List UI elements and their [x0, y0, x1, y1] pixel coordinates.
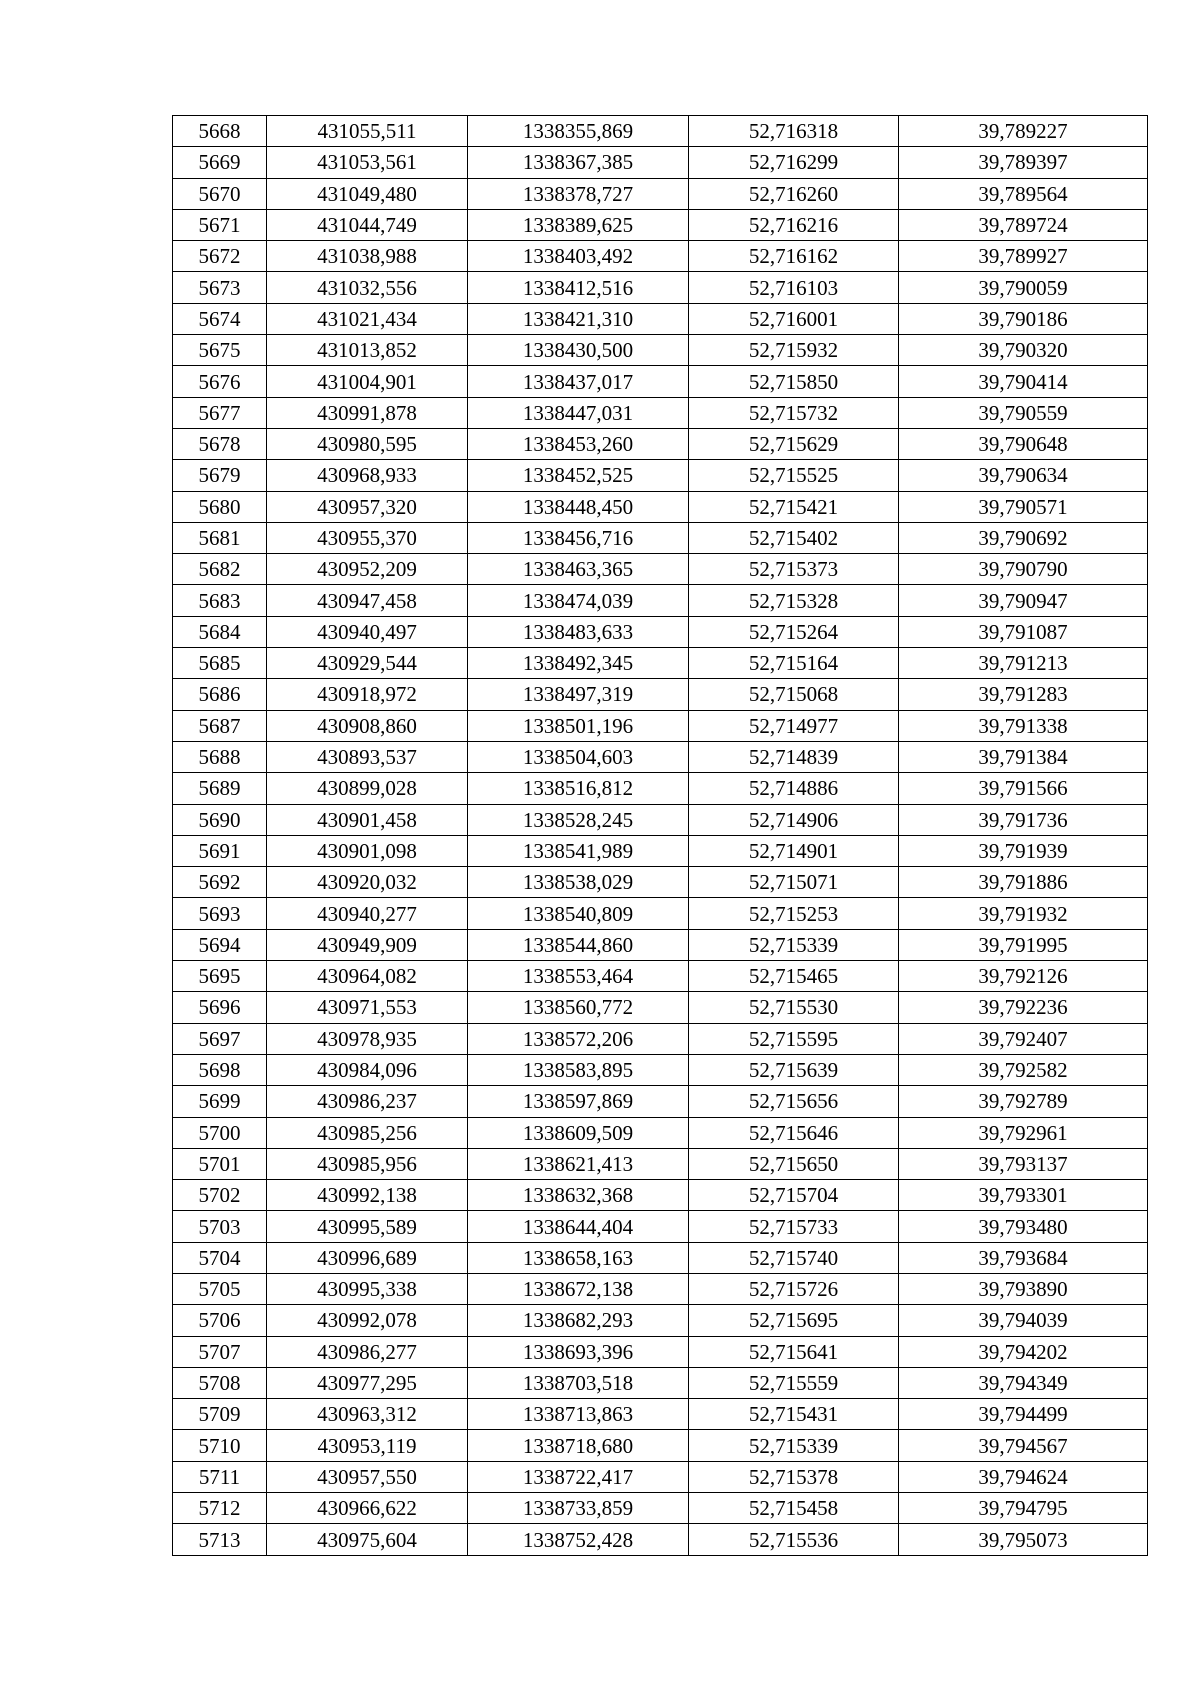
point-number-cell: 5682: [173, 554, 267, 585]
longitude-cell: 39,791338: [899, 710, 1148, 741]
latitude-cell: 52,715378: [689, 1461, 899, 1492]
latitude-cell: 52,715339: [689, 929, 899, 960]
y-coordinate-cell: 1338463,365: [468, 554, 689, 585]
x-coordinate-cell: 430984,096: [267, 1054, 468, 1085]
latitude-cell: 52,715530: [689, 992, 899, 1023]
y-coordinate-cell: 1338483,633: [468, 616, 689, 647]
latitude-cell: 52,716162: [689, 241, 899, 272]
y-coordinate-cell: 1338733,859: [468, 1493, 689, 1524]
y-coordinate-cell: 1338703,518: [468, 1367, 689, 1398]
longitude-cell: 39,790648: [899, 428, 1148, 459]
latitude-cell: 52,715071: [689, 867, 899, 898]
longitude-cell: 39,792126: [899, 961, 1148, 992]
y-coordinate-cell: 1338437,017: [468, 366, 689, 397]
y-coordinate-cell: 1338597,869: [468, 1086, 689, 1117]
y-coordinate-cell: 1338412,516: [468, 272, 689, 303]
table-row: [173, 460, 1148, 491]
table-row: [173, 522, 1148, 553]
x-coordinate-cell: 430964,082: [267, 961, 468, 992]
x-coordinate-cell: 430899,028: [267, 773, 468, 804]
table-row: [173, 1399, 1148, 1430]
point-number-cell: 5705: [173, 1273, 267, 1304]
x-coordinate-cell: 431021,434: [267, 303, 468, 334]
y-coordinate-cell: 1338378,727: [468, 178, 689, 209]
table-row: [173, 679, 1148, 710]
point-number-cell: 5685: [173, 648, 267, 679]
point-number-cell: 5702: [173, 1180, 267, 1211]
y-coordinate-cell: 1338718,680: [468, 1430, 689, 1461]
latitude-cell: 52,715068: [689, 679, 899, 710]
longitude-cell: 39,791213: [899, 648, 1148, 679]
table-row: [173, 1117, 1148, 1148]
longitude-cell: 39,794039: [899, 1305, 1148, 1336]
longitude-cell: 39,793684: [899, 1242, 1148, 1273]
x-coordinate-cell: 431032,556: [267, 272, 468, 303]
point-number-cell: 5686: [173, 679, 267, 710]
x-coordinate-cell: 430995,589: [267, 1211, 468, 1242]
y-coordinate-cell: 1338722,417: [468, 1461, 689, 1492]
point-number-cell: 5704: [173, 1242, 267, 1273]
y-coordinate-cell: 1338355,869: [468, 116, 689, 147]
x-coordinate-cell: 430953,119: [267, 1430, 468, 1461]
y-coordinate-cell: 1338421,310: [468, 303, 689, 334]
table-row: [173, 178, 1148, 209]
table-row: [173, 1336, 1148, 1367]
table-row: [173, 428, 1148, 459]
latitude-cell: 52,716103: [689, 272, 899, 303]
y-coordinate-cell: 1338528,245: [468, 804, 689, 835]
point-number-cell: 5687: [173, 710, 267, 741]
y-coordinate-cell: 1338693,396: [468, 1336, 689, 1367]
y-coordinate-cell: 1338367,385: [468, 147, 689, 178]
longitude-cell: 39,792582: [899, 1054, 1148, 1085]
point-number-cell: 5700: [173, 1117, 267, 1148]
longitude-cell: 39,789564: [899, 178, 1148, 209]
x-coordinate-cell: 430940,277: [267, 898, 468, 929]
x-coordinate-cell: 430996,689: [267, 1242, 468, 1273]
x-coordinate-cell: 431004,901: [267, 366, 468, 397]
y-coordinate-cell: 1338448,450: [468, 491, 689, 522]
point-number-cell: 5712: [173, 1493, 267, 1524]
y-coordinate-cell: 1338713,863: [468, 1399, 689, 1430]
latitude-cell: 52,715465: [689, 961, 899, 992]
latitude-cell: 52,715264: [689, 616, 899, 647]
longitude-cell: 39,792961: [899, 1117, 1148, 1148]
x-coordinate-cell: 430971,553: [267, 992, 468, 1023]
y-coordinate-cell: 1338538,029: [468, 867, 689, 898]
table-row: [173, 804, 1148, 835]
y-coordinate-cell: 1338403,492: [468, 241, 689, 272]
point-number-cell: 5680: [173, 491, 267, 522]
y-coordinate-cell: 1338474,039: [468, 585, 689, 616]
point-number-cell: 5711: [173, 1461, 267, 1492]
point-number-cell: 5697: [173, 1023, 267, 1054]
y-coordinate-cell: 1338682,293: [468, 1305, 689, 1336]
longitude-cell: 39,794567: [899, 1430, 1148, 1461]
x-coordinate-cell: 430985,256: [267, 1117, 468, 1148]
x-coordinate-cell: 430980,595: [267, 428, 468, 459]
latitude-cell: 52,715629: [689, 428, 899, 459]
table-row: [173, 992, 1148, 1023]
table-row: [173, 710, 1148, 741]
latitude-cell: 52,714906: [689, 804, 899, 835]
table-row: [173, 366, 1148, 397]
y-coordinate-cell: 1338560,772: [468, 992, 689, 1023]
y-coordinate-cell: 1338644,404: [468, 1211, 689, 1242]
x-coordinate-cell: 430991,878: [267, 397, 468, 428]
latitude-cell: 52,714901: [689, 835, 899, 866]
table-row: [173, 303, 1148, 334]
x-coordinate-cell: 430986,237: [267, 1086, 468, 1117]
longitude-cell: 39,793301: [899, 1180, 1148, 1211]
latitude-cell: 52,715525: [689, 460, 899, 491]
table-row: [173, 1054, 1148, 1085]
y-coordinate-cell: 1338541,989: [468, 835, 689, 866]
longitude-cell: 39,791736: [899, 804, 1148, 835]
y-coordinate-cell: 1338456,716: [468, 522, 689, 553]
table-row: [173, 1493, 1148, 1524]
table-row: [173, 835, 1148, 866]
latitude-cell: 52,715339: [689, 1430, 899, 1461]
longitude-cell: 39,792236: [899, 992, 1148, 1023]
longitude-cell: 39,793137: [899, 1148, 1148, 1179]
point-number-cell: 5698: [173, 1054, 267, 1085]
y-coordinate-cell: 1338430,500: [468, 335, 689, 366]
longitude-cell: 39,792407: [899, 1023, 1148, 1054]
y-coordinate-cell: 1338583,895: [468, 1054, 689, 1085]
point-number-cell: 5676: [173, 366, 267, 397]
longitude-cell: 39,793890: [899, 1273, 1148, 1304]
point-number-cell: 5671: [173, 209, 267, 240]
x-coordinate-cell: 430955,370: [267, 522, 468, 553]
table-row: [173, 773, 1148, 804]
point-number-cell: 5690: [173, 804, 267, 835]
point-number-cell: 5684: [173, 616, 267, 647]
latitude-cell: 52,715595: [689, 1023, 899, 1054]
table-row: [173, 1086, 1148, 1117]
table-row: [173, 209, 1148, 240]
table-row: [173, 1023, 1148, 1054]
longitude-cell: 39,789227: [899, 116, 1148, 147]
y-coordinate-cell: 1338658,163: [468, 1242, 689, 1273]
longitude-cell: 39,791283: [899, 679, 1148, 710]
point-number-cell: 5689: [173, 773, 267, 804]
y-coordinate-cell: 1338609,509: [468, 1117, 689, 1148]
longitude-cell: 39,790692: [899, 522, 1148, 553]
x-coordinate-cell: 430957,320: [267, 491, 468, 522]
latitude-cell: 52,715932: [689, 335, 899, 366]
latitude-cell: 52,715740: [689, 1242, 899, 1273]
x-coordinate-cell: 430949,909: [267, 929, 468, 960]
point-number-cell: 5694: [173, 929, 267, 960]
latitude-cell: 52,715458: [689, 1493, 899, 1524]
y-coordinate-cell: 1338672,138: [468, 1273, 689, 1304]
x-coordinate-cell: 431044,749: [267, 209, 468, 240]
point-number-cell: 5696: [173, 992, 267, 1023]
point-number-cell: 5693: [173, 898, 267, 929]
point-number-cell: 5678: [173, 428, 267, 459]
longitude-cell: 39,791932: [899, 898, 1148, 929]
table-row: [173, 491, 1148, 522]
longitude-cell: 39,791566: [899, 773, 1148, 804]
point-number-cell: 5706: [173, 1305, 267, 1336]
y-coordinate-cell: 1338621,413: [468, 1148, 689, 1179]
table-row: [173, 741, 1148, 772]
y-coordinate-cell: 1338752,428: [468, 1524, 689, 1555]
longitude-cell: 39,790790: [899, 554, 1148, 585]
y-coordinate-cell: 1338452,525: [468, 460, 689, 491]
latitude-cell: 52,716260: [689, 178, 899, 209]
table-row: [173, 1367, 1148, 1398]
longitude-cell: 39,789927: [899, 241, 1148, 272]
table-row: [173, 1148, 1148, 1179]
latitude-cell: 52,715732: [689, 397, 899, 428]
longitude-cell: 39,793480: [899, 1211, 1148, 1242]
longitude-cell: 39,795073: [899, 1524, 1148, 1555]
table-row: [173, 1461, 1148, 1492]
latitude-cell: 52,715373: [689, 554, 899, 585]
x-coordinate-cell: 430940,497: [267, 616, 468, 647]
x-coordinate-cell: 430985,956: [267, 1148, 468, 1179]
point-number-cell: 5677: [173, 397, 267, 428]
latitude-cell: 52,715650: [689, 1148, 899, 1179]
longitude-cell: 39,791939: [899, 835, 1148, 866]
point-number-cell: 5688: [173, 741, 267, 772]
latitude-cell: 52,714977: [689, 710, 899, 741]
y-coordinate-cell: 1338389,625: [468, 209, 689, 240]
x-coordinate-cell: 430968,933: [267, 460, 468, 491]
x-coordinate-cell: 430977,295: [267, 1367, 468, 1398]
x-coordinate-cell: 430893,537: [267, 741, 468, 772]
longitude-cell: 39,794795: [899, 1493, 1148, 1524]
x-coordinate-cell: 431013,852: [267, 335, 468, 366]
x-coordinate-cell: 430920,032: [267, 867, 468, 898]
point-number-cell: 5672: [173, 241, 267, 272]
y-coordinate-cell: 1338453,260: [468, 428, 689, 459]
latitude-cell: 52,716216: [689, 209, 899, 240]
x-coordinate-cell: 431053,561: [267, 147, 468, 178]
point-number-cell: 5669: [173, 147, 267, 178]
x-coordinate-cell: 430918,972: [267, 679, 468, 710]
latitude-cell: 52,715431: [689, 1399, 899, 1430]
y-coordinate-cell: 1338632,368: [468, 1180, 689, 1211]
latitude-cell: 52,715646: [689, 1117, 899, 1148]
x-coordinate-cell: 430992,138: [267, 1180, 468, 1211]
table-row: [173, 272, 1148, 303]
table-row: [173, 961, 1148, 992]
latitude-cell: 52,716001: [689, 303, 899, 334]
longitude-cell: 39,794202: [899, 1336, 1148, 1367]
table-row: [173, 397, 1148, 428]
table-row: [173, 1430, 1148, 1461]
y-coordinate-cell: 1338544,860: [468, 929, 689, 960]
latitude-cell: 52,716318: [689, 116, 899, 147]
y-coordinate-cell: 1338497,319: [468, 679, 689, 710]
longitude-cell: 39,790559: [899, 397, 1148, 428]
point-number-cell: 5707: [173, 1336, 267, 1367]
longitude-cell: 39,789397: [899, 147, 1148, 178]
latitude-cell: 52,715695: [689, 1305, 899, 1336]
table-row: [173, 241, 1148, 272]
y-coordinate-cell: 1338516,812: [468, 773, 689, 804]
latitude-cell: 52,715402: [689, 522, 899, 553]
x-coordinate-cell: 430966,622: [267, 1493, 468, 1524]
latitude-cell: 52,716299: [689, 147, 899, 178]
latitude-cell: 52,715726: [689, 1273, 899, 1304]
longitude-cell: 39,791886: [899, 867, 1148, 898]
table-row: [173, 1242, 1148, 1273]
x-coordinate-cell: 431055,511: [267, 116, 468, 147]
x-coordinate-cell: 430978,935: [267, 1023, 468, 1054]
longitude-cell: 39,789724: [899, 209, 1148, 240]
latitude-cell: 52,715536: [689, 1524, 899, 1555]
table-row: [173, 1305, 1148, 1336]
latitude-cell: 52,715641: [689, 1336, 899, 1367]
x-coordinate-cell: 430992,078: [267, 1305, 468, 1336]
latitude-cell: 52,715559: [689, 1367, 899, 1398]
x-coordinate-cell: 430986,277: [267, 1336, 468, 1367]
longitude-cell: 39,790186: [899, 303, 1148, 334]
point-number-cell: 5701: [173, 1148, 267, 1179]
x-coordinate-cell: 430947,458: [267, 585, 468, 616]
point-number-cell: 5675: [173, 335, 267, 366]
table-row: [173, 585, 1148, 616]
longitude-cell: 39,790059: [899, 272, 1148, 303]
y-coordinate-cell: 1338553,464: [468, 961, 689, 992]
point-number-cell: 5674: [173, 303, 267, 334]
point-number-cell: 5668: [173, 116, 267, 147]
latitude-cell: 52,715328: [689, 585, 899, 616]
latitude-cell: 52,715733: [689, 1211, 899, 1242]
y-coordinate-cell: 1338492,345: [468, 648, 689, 679]
longitude-cell: 39,792789: [899, 1086, 1148, 1117]
table-row: [173, 648, 1148, 679]
longitude-cell: 39,794499: [899, 1399, 1148, 1430]
x-coordinate-cell: 430901,098: [267, 835, 468, 866]
longitude-cell: 39,790320: [899, 335, 1148, 366]
table-row: [173, 1524, 1148, 1555]
table-row: [173, 1211, 1148, 1242]
x-coordinate-cell: 430963,312: [267, 1399, 468, 1430]
point-number-cell: 5695: [173, 961, 267, 992]
point-number-cell: 5692: [173, 867, 267, 898]
point-number-cell: 5673: [173, 272, 267, 303]
longitude-cell: 39,790571: [899, 491, 1148, 522]
table-row: [173, 1273, 1148, 1304]
longitude-cell: 39,791995: [899, 929, 1148, 960]
y-coordinate-cell: 1338501,196: [468, 710, 689, 741]
table-row: [173, 929, 1148, 960]
latitude-cell: 52,715656: [689, 1086, 899, 1117]
x-coordinate-cell: 430975,604: [267, 1524, 468, 1555]
y-coordinate-cell: 1338540,809: [468, 898, 689, 929]
y-coordinate-cell: 1338447,031: [468, 397, 689, 428]
x-coordinate-cell: 430901,458: [267, 804, 468, 835]
x-coordinate-cell: 430952,209: [267, 554, 468, 585]
point-number-cell: 5713: [173, 1524, 267, 1555]
y-coordinate-cell: 1338504,603: [468, 741, 689, 772]
point-number-cell: 5709: [173, 1399, 267, 1430]
table-row: [173, 147, 1148, 178]
table-row: [173, 335, 1148, 366]
latitude-cell: 52,714886: [689, 773, 899, 804]
point-number-cell: 5683: [173, 585, 267, 616]
y-coordinate-cell: 1338572,206: [468, 1023, 689, 1054]
table-row: [173, 554, 1148, 585]
point-number-cell: 5703: [173, 1211, 267, 1242]
point-number-cell: 5670: [173, 178, 267, 209]
longitude-cell: 39,790634: [899, 460, 1148, 491]
point-number-cell: 5681: [173, 522, 267, 553]
x-coordinate-cell: 430957,550: [267, 1461, 468, 1492]
point-number-cell: 5679: [173, 460, 267, 491]
latitude-cell: 52,715639: [689, 1054, 899, 1085]
table-row: [173, 867, 1148, 898]
latitude-cell: 52,714839: [689, 741, 899, 772]
point-number-cell: 5699: [173, 1086, 267, 1117]
point-number-cell: 5691: [173, 835, 267, 866]
latitude-cell: 52,715253: [689, 898, 899, 929]
x-coordinate-cell: 430929,544: [267, 648, 468, 679]
table-row: [173, 116, 1148, 147]
coordinates-table: [172, 115, 1148, 1556]
longitude-cell: 39,790947: [899, 585, 1148, 616]
x-coordinate-cell: 431038,988: [267, 241, 468, 272]
point-number-cell: 5710: [173, 1430, 267, 1461]
coordinates-table-body: [173, 116, 1148, 1556]
x-coordinate-cell: 430995,338: [267, 1273, 468, 1304]
longitude-cell: 39,791384: [899, 741, 1148, 772]
table-row: [173, 898, 1148, 929]
longitude-cell: 39,794349: [899, 1367, 1148, 1398]
longitude-cell: 39,790414: [899, 366, 1148, 397]
point-number-cell: 5708: [173, 1367, 267, 1398]
latitude-cell: 52,715850: [689, 366, 899, 397]
table-row: [173, 1180, 1148, 1211]
latitude-cell: 52,715704: [689, 1180, 899, 1211]
x-coordinate-cell: 431049,480: [267, 178, 468, 209]
latitude-cell: 52,715421: [689, 491, 899, 522]
table-row: [173, 616, 1148, 647]
x-coordinate-cell: 430908,860: [267, 710, 468, 741]
latitude-cell: 52,715164: [689, 648, 899, 679]
longitude-cell: 39,794624: [899, 1461, 1148, 1492]
longitude-cell: 39,791087: [899, 616, 1148, 647]
